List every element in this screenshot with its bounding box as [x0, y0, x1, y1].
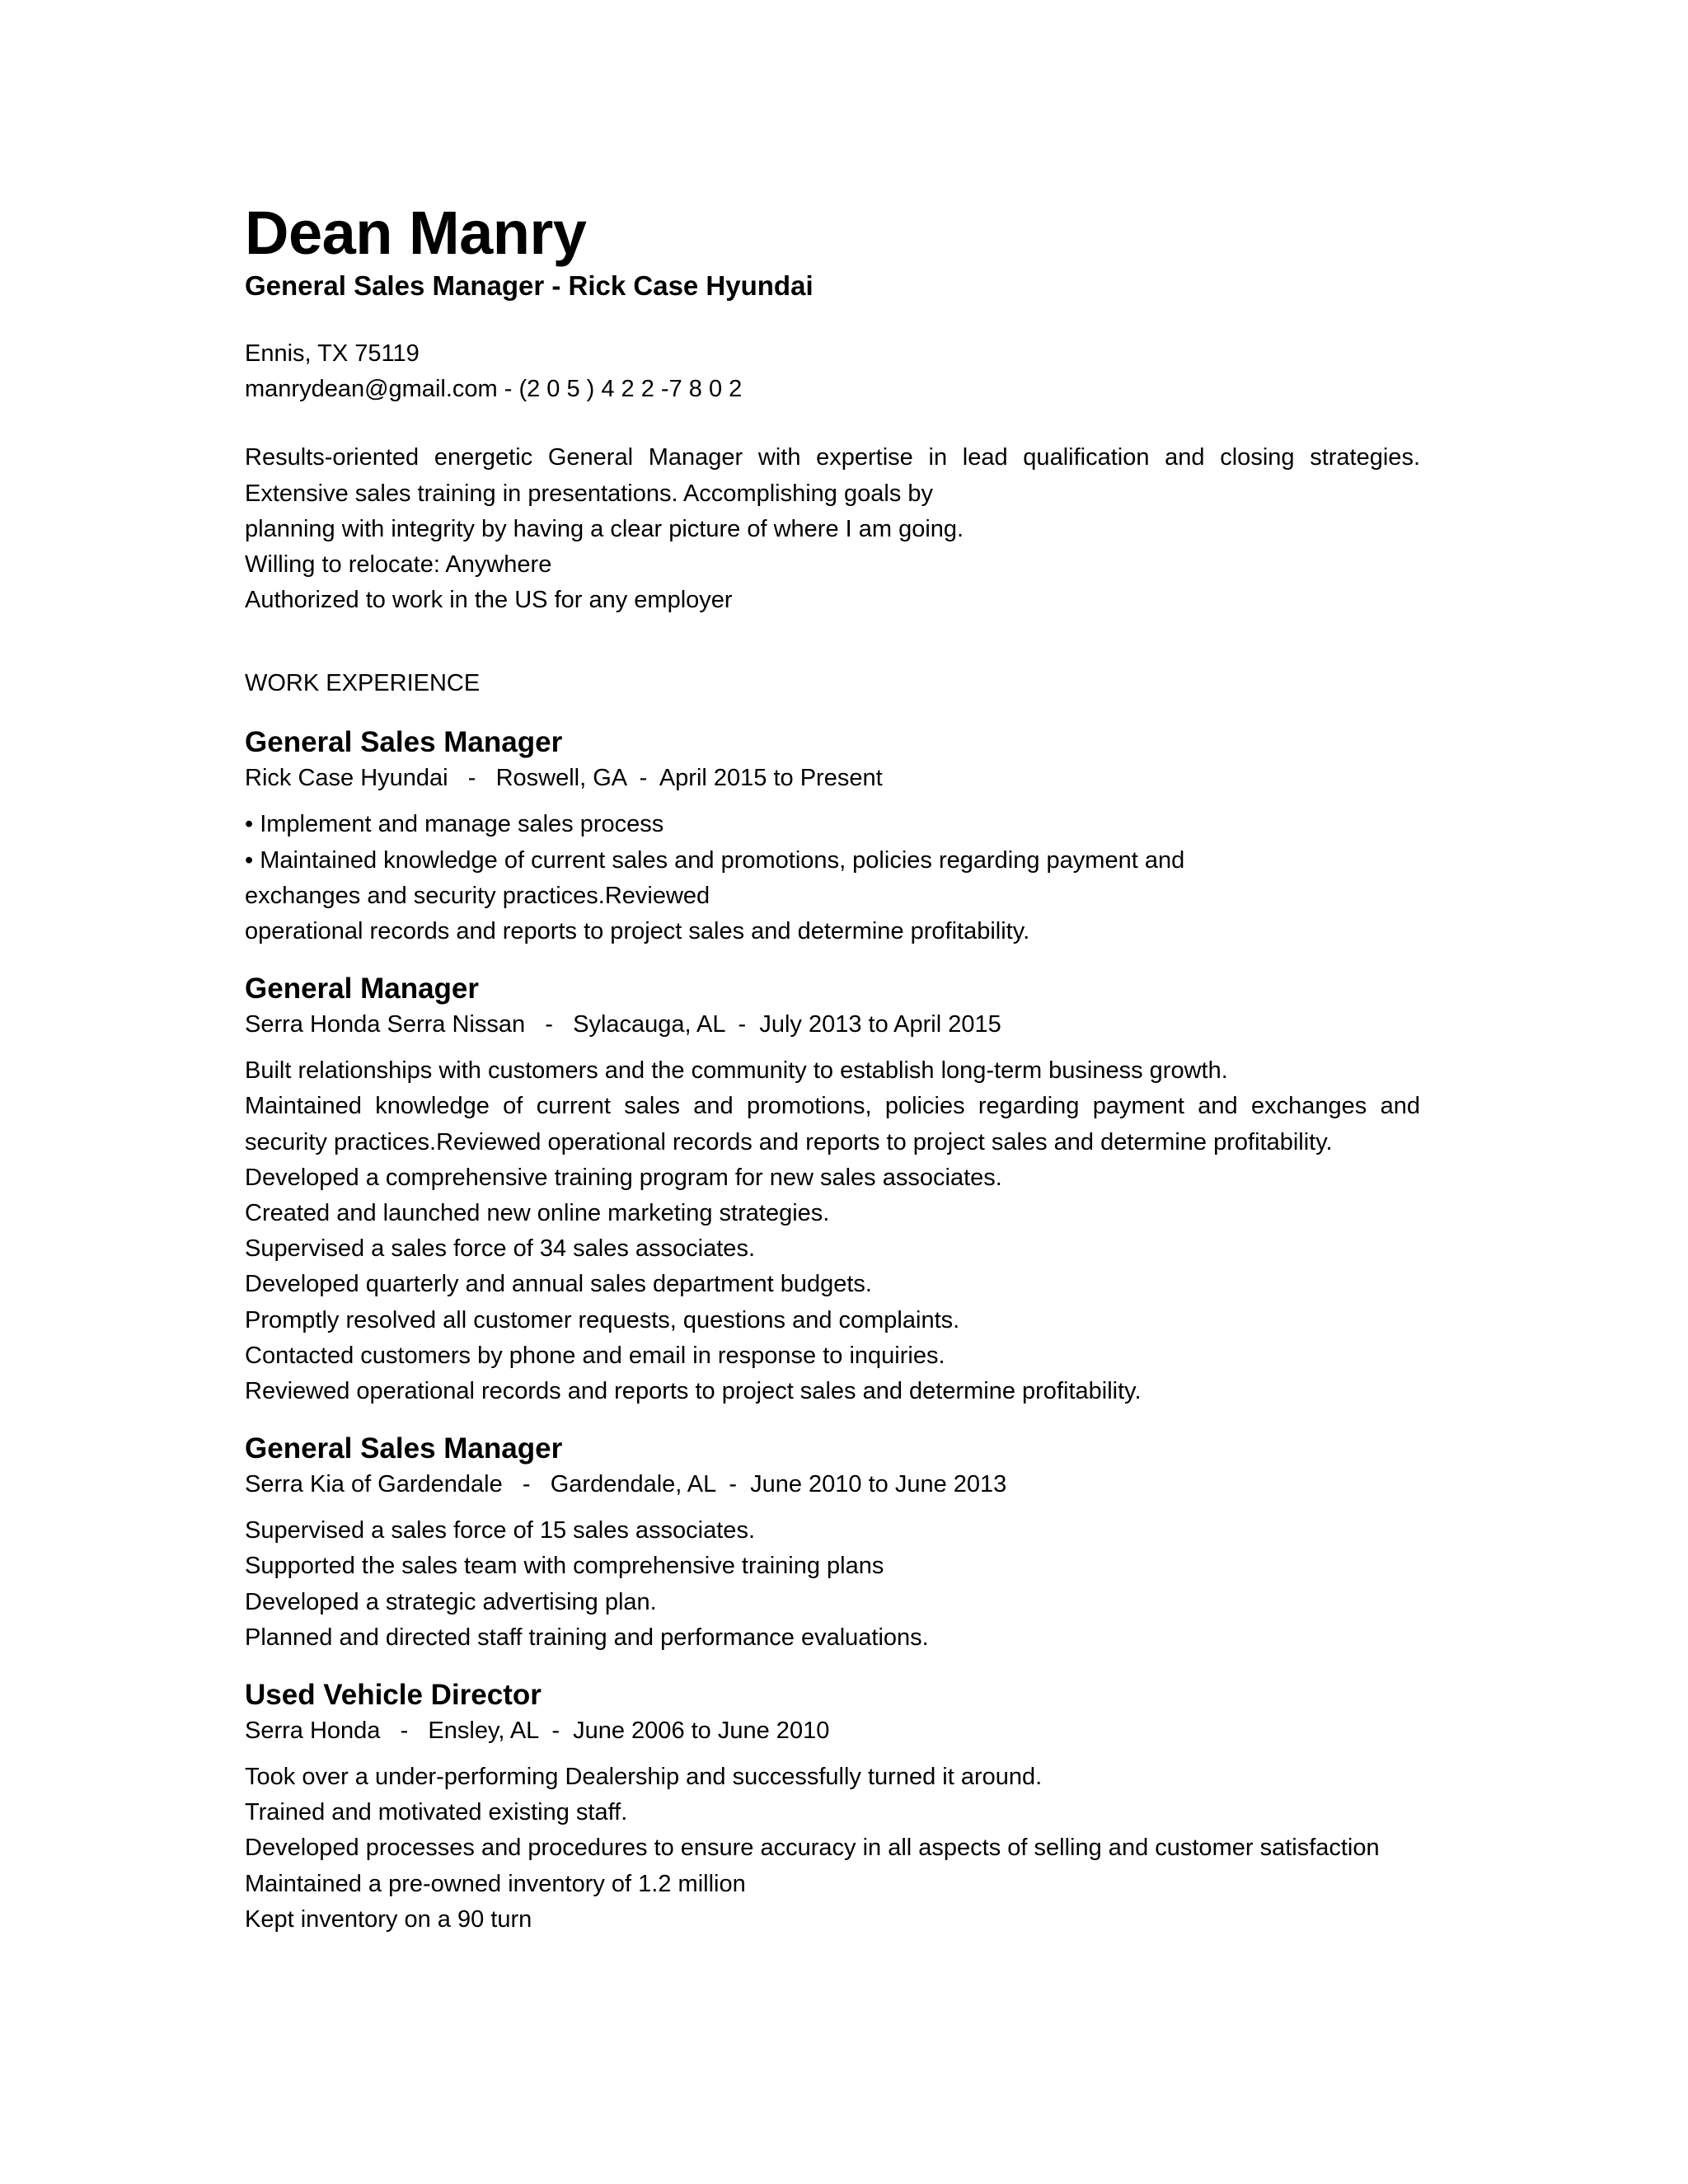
job-title: General Sales Manager	[245, 726, 563, 759]
job-description	[245, 1760, 1420, 1938]
job-line: Reviewed operational records and reports to project sales and determine profitability.	[245, 1378, 1142, 1405]
resume-page	[245, 198, 1420, 1938]
job-line: exchanges and security practices.Reviewed	[245, 882, 710, 909]
job-line: Maintained a pre-owned inventory of 1.2 million	[245, 1870, 746, 1897]
job-line: Built relationships with customers and the community to establish long-term business growth.	[245, 1057, 1228, 1085]
job-line: Developed a strategic advertising plan.	[245, 1588, 657, 1615]
job-entry	[245, 1431, 1420, 1656]
summary-block	[245, 440, 1420, 618]
job-title: General Sales Manager	[245, 1432, 563, 1465]
job-line: Contacted customers by phone and email in response to inquiries.	[245, 1342, 945, 1369]
job-line: security practices.Reviewed operational records and reports to project sales and determine profitability.	[245, 1128, 1333, 1155]
job-line: Developed quarterly and annual sales department budgets.	[245, 1271, 872, 1298]
job-line: Kept inventory on a 90 turn	[245, 1905, 532, 1933]
contact-block	[245, 336, 1420, 407]
job-line: Planned and directed staff training and performance evaluations.	[245, 1624, 929, 1651]
job-line: Took over a under-performing Dealership and successfully turned it around.	[245, 1764, 1043, 1791]
candidate-name: Dean Manry	[245, 199, 587, 267]
job-line: Created and launched new online marketing strategies.	[245, 1200, 830, 1227]
candidate-headline: General Sales Manager - Rick Case Hyundai	[245, 270, 814, 301]
job-line: Promptly resolved all customer requests, questions and complaints.	[245, 1306, 960, 1333]
summary-line: Results-oriented energetic General Manager with expertise in lead qualification and closing strategies.	[245, 444, 1420, 471]
job-entry	[245, 724, 1420, 949]
job-line: Supervised a sales force of 15 sales associates.	[245, 1517, 755, 1544]
job-meta: Serra Kia of Gardendale - Gardendale, AL - June 2010 to June 2013	[245, 1471, 1007, 1498]
job-line: Supported the sales team with comprehensive training plans	[245, 1553, 884, 1580]
job-title: General Manager	[245, 972, 479, 1005]
job-description	[245, 1053, 1420, 1409]
job-meta: Rick Case Hyundai - Roswell, GA - April 2015 to Present	[245, 765, 883, 792]
job-line: • Implement and manage sales process	[245, 811, 664, 838]
job-description	[245, 807, 1420, 949]
job-entry	[245, 971, 1420, 1409]
job-line: Supervised a sales force of 34 sales associates.	[245, 1235, 755, 1263]
job-line: Trained and motivated existing staff.	[245, 1799, 628, 1826]
job-line: Maintained knowledge of current sales and promotions, policies regarding payment and exchanges and	[245, 1093, 1420, 1120]
job-title: Used Vehicle Director	[245, 1679, 542, 1712]
job-meta: Serra Honda Serra Nissan - Sylacauga, AL - July 2013 to April 2015	[245, 1011, 1001, 1038]
work-authorization-line: Authorized to work in the US for any employer	[245, 587, 733, 614]
work-experience-heading: WORK EXPERIENCE	[245, 670, 481, 697]
job-description	[245, 1513, 1420, 1656]
job-line: Developed a comprehensive training program for new sales associates.	[245, 1164, 1002, 1191]
job-line: operational records and reports to project sales and determine profitability.	[245, 918, 1030, 945]
summary-line: Extensive sales training in presentations. Accomplishing goals by	[245, 480, 934, 507]
contact-email-phone: manrydean@gmail.com - (2 0 5 ) 4 2 2 -7 8 0 2	[245, 376, 743, 403]
summary-line: planning with integrity by having a clear picture of where I am going.	[245, 515, 964, 542]
job-meta: Serra Honda - Ensley, AL - June 2006 to June 2010	[245, 1718, 830, 1745]
job-line: Developed processes and procedures to ensure accuracy in all aspects of selling and customer satisfaction	[245, 1835, 1380, 1862]
relocation-line: Willing to relocate: Anywhere	[245, 551, 552, 579]
contact-location: Ennis, TX 75119	[245, 340, 420, 367]
job-entry	[245, 1677, 1420, 1938]
job-line: • Maintained knowledge of current sales and promotions, policies regarding payment and	[245, 846, 1185, 874]
